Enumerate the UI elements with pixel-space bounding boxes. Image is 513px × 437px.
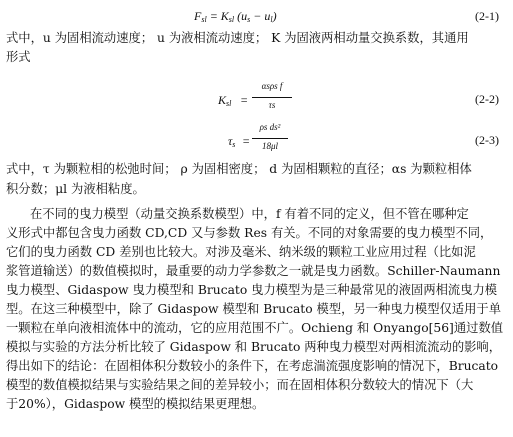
- paragraph-line: 浆管道输送）的数值模拟时，最重要的动力学参数之一就是曳力函数。Schiller-Naumann: [6, 264, 501, 278]
- paragraph-line: 模型的数值模拟结果与实验结果之间的差异较小；而在固相体积分数较大的情况下（大: [6, 378, 474, 392]
- equation-2-3-numerator: ρs ds²: [259, 122, 281, 132]
- paragraph-line: 一颗粒在单向液相流体中的流动，它的应用范围不广。Ochieng 和 Onyango[56]通过数值: [6, 321, 504, 335]
- text-line: 式中，τ 为颗粒相的松弛时间； ρ 为固相密度； d 为固相颗粒的直径；αs 为颗粒相体: [6, 162, 472, 176]
- equation-2-1: [0, 6, 513, 28]
- equation-2-2-denominator: τs: [268, 100, 276, 110]
- equation-number: (2-1): [475, 9, 499, 23]
- paragraph-line: 它们的曳力函数 CD 差别也比较大。对涉及毫米、纳米级的颗粒工业应用过程（比如泥: [6, 245, 476, 259]
- equation-2-2: [0, 80, 513, 120]
- paragraph-line: 型。在这三种模型中，除了 Gidaspow 模型和 Brucato 模型，另一种曳力模型仅适用于单: [6, 302, 502, 316]
- equation-2-1-body: $F_{sl} = K_{sl}$ $(u_s - u_l)$: [194, 9, 277, 24]
- text-line: 积分数；μl 为液相粘度。: [6, 182, 145, 196]
- text-line: 式中，u 为固相流动速度； u 为液相流动速度； K 为固液两相动量交换系数，其通用: [6, 31, 469, 45]
- equation-2-2-lhs: $K_{sl}$: [218, 93, 232, 108]
- equation-2-2-eqsign: =: [240, 93, 249, 107]
- equation-number: (2-3): [475, 133, 499, 147]
- paragraph-line: 模拟与实验的方法分析比较了 Gidaspow 和 Brucato 两种曳力模型对两相流流动的影响，: [6, 340, 502, 354]
- text-line: 形式: [6, 50, 31, 64]
- paragraph-line: 于20%），Gidaspow 模型的模拟结果更理想。: [6, 397, 265, 411]
- paragraph-line: 在不同的曳力模型（动量交换系数模型）中，f 有着不同的定义，但不管在哪种定: [30, 207, 469, 221]
- equation-2-3-eqsign: =: [242, 134, 251, 148]
- paragraph-line: 义形式中都包含曳力函数 CD,CD 又与参数 Res 有关。不同的对象需要的曳力模型不同，: [6, 226, 493, 240]
- equation-2-3: [0, 121, 513, 161]
- equation-2-2-numerator: αsρs f: [261, 81, 283, 91]
- equation-number: (2-2): [475, 92, 499, 106]
- fraction-bar: [252, 97, 292, 98]
- fraction-bar: [252, 138, 288, 139]
- equation-2-3-denominator: 18μl: [261, 141, 279, 151]
- paragraph-line: 曳力模型、Gidaspow 曳力模型和 Brucato 曳力模型为是三种最常见的液固两相流曳力模: [6, 283, 498, 297]
- paragraph-line: 得出如下的结论：在固相体积分数较小的条件下，在考虑湍流强度影响的情况下，Brucato: [6, 359, 499, 373]
- equation-2-3-lhs: $\tau_s$: [228, 134, 236, 149]
